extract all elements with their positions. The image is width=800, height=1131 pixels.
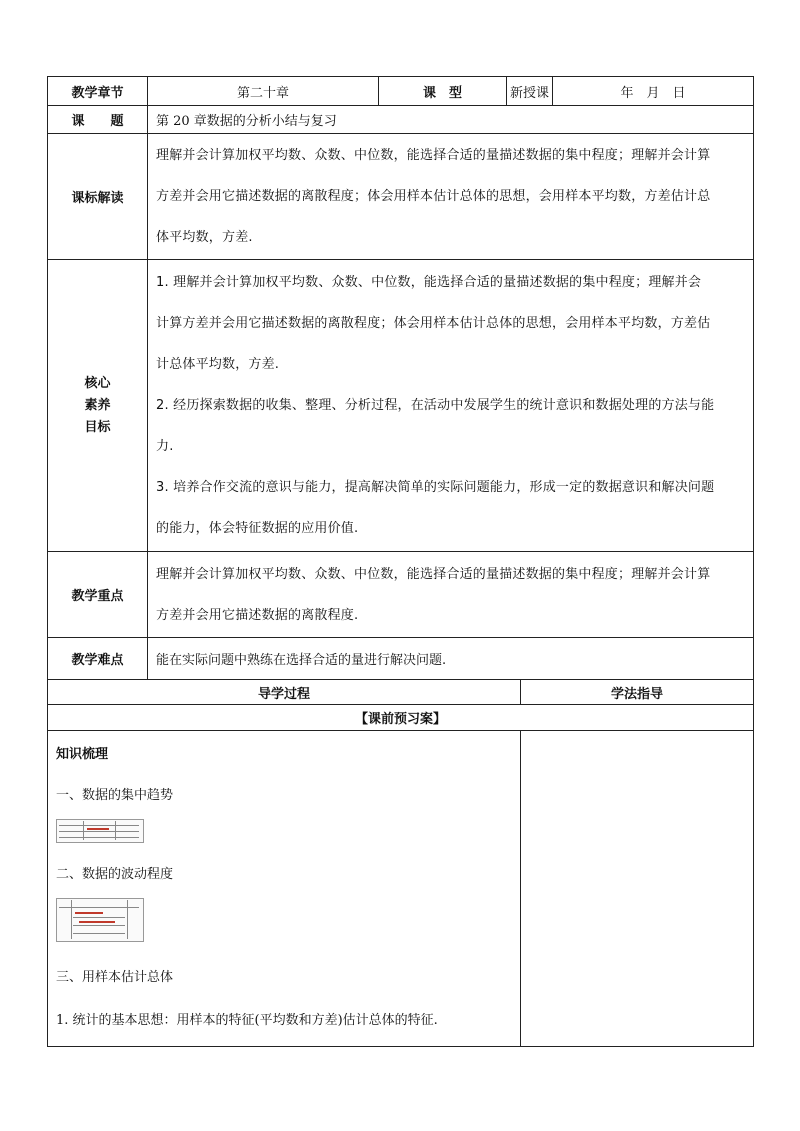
fluctuation-table-image: [56, 898, 144, 942]
core-row: [48, 260, 754, 552]
section-sample-estimation: 三、用样本估计总体: [56, 970, 174, 985]
topic-row: [48, 106, 754, 134]
preview-title-row: [48, 705, 754, 731]
standard-row: [48, 134, 754, 260]
type-value: 新授课: [507, 77, 553, 106]
key-points-line: 方差并会用它描述数据的离散程度.: [156, 607, 359, 623]
core-line: 计总体平均数，方差.: [156, 357, 280, 372]
study-guide-cell: [521, 731, 754, 1047]
core-label-line: 核心: [84, 375, 111, 391]
lesson-plan-table: [47, 76, 754, 1047]
difficulty-label: 教学难点: [48, 638, 148, 680]
section-central-tendency: 一、数据的集中趋势: [56, 788, 174, 803]
content-cell: [48, 731, 521, 1047]
key-points-line: 理解并会计算加权平均数、众数、中位数，能选择合适的量描述数据的集中程度；理解并会计算: [156, 566, 711, 582]
content-row: [48, 731, 754, 1047]
core-content: [148, 260, 754, 552]
preview-title: 【课前预习案】: [48, 705, 754, 731]
topic-value: 第 20 章数据的分析小结与复习: [148, 106, 754, 134]
process-header-right: 学法指导: [521, 680, 754, 705]
key-points-content: [148, 552, 754, 638]
topic-label: 课 题: [48, 106, 148, 134]
header-row: [48, 77, 754, 106]
core-line: 计算方差并会用它描述数据的离散程度；体会用样本估计总体的思想，会用样本平均数，方差估: [156, 316, 711, 331]
difficulty-row: [48, 638, 754, 680]
key-points-row: [48, 552, 754, 638]
central-tendency-table-image: [56, 819, 144, 843]
type-label: 课 型: [379, 77, 507, 106]
core-line: 2. 经历探索数据的收集、整理、分析过程，在活动中发展学生的统计意识和数据处理的方法与能: [156, 398, 715, 413]
standard-line: 体平均数，方差.: [156, 230, 253, 245]
core-line: 3. 培养合作交流的意识与能力，提高解决简单的实际问题能力，形成一定的数据意识和解决问题: [156, 480, 715, 495]
core-line: 1. 理解并会计算加权平均数、众数、中位数，能选择合适的量描述数据的集中程度；理解并会: [156, 275, 702, 290]
core-line: 力.: [156, 439, 174, 454]
core-label: [48, 260, 148, 552]
core-label-line: 素养: [84, 397, 111, 413]
process-header-left: 导学过程: [48, 680, 521, 705]
content-heading: 知识梳理: [56, 747, 109, 762]
lesson-plan-sheet: [47, 76, 753, 1047]
standard-label: 课标解读: [48, 134, 148, 260]
process-header-row: [48, 680, 754, 705]
standard-content: [148, 134, 754, 260]
section-fluctuation: 二、数据的波动程度: [56, 867, 174, 882]
key-points-label: 教学重点: [48, 552, 148, 638]
date-value: 年 月 日: [553, 77, 754, 106]
basic-idea-item: 1. 统计的基本思想：用样本的特征(平均数和方差)估计总体的特征.: [56, 1013, 438, 1028]
standard-line: 理解并会计算加权平均数、众数、中位数，能选择合适的量描述数据的集中程度；理解并会计算: [156, 148, 711, 163]
difficulty-value: 能在实际问题中熟练在选择合适的量进行解决问题.: [148, 638, 754, 680]
chapter-value: 第二十章: [148, 77, 379, 106]
chapter-label: 教学章节: [48, 77, 148, 106]
standard-line: 方差并会用它描述数据的离散程度；体会用样本估计总体的思想，会用样本平均数，方差估计总: [156, 189, 711, 204]
core-line: 的能力，体会特征数据的应用价值.: [156, 521, 359, 536]
core-label-line: 目标: [84, 419, 111, 435]
